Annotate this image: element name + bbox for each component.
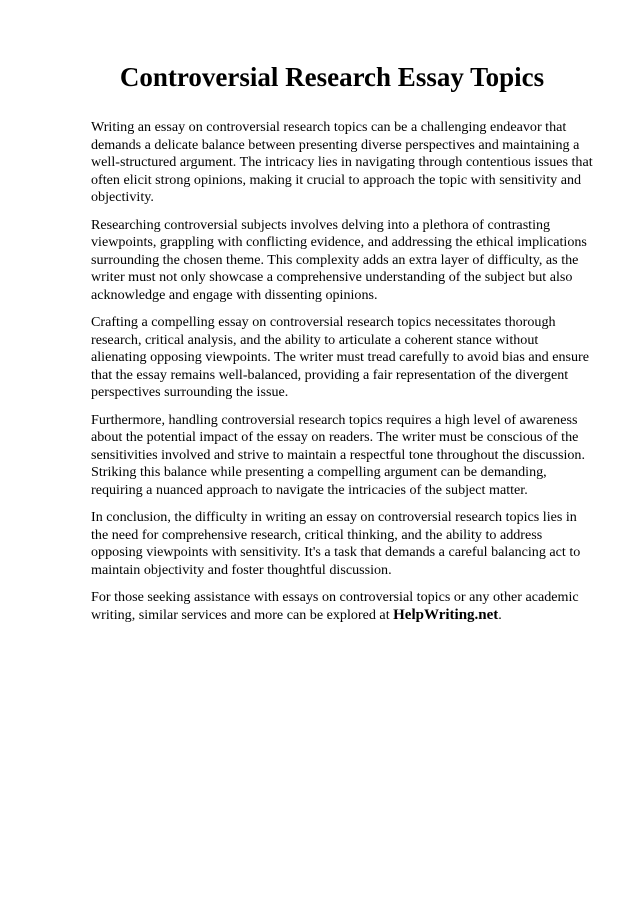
paragraph-1: Writing an essay on controversial research topics can be a challenging endeavor that demands a delicate balance between presenting diverse perspectives and maintaining a well-structured argument. The intricacy lies in navigating through contentious issues that often elicit strong opinions, making it crucial to approach the topic with sensitivity and objectivity.: [91, 119, 593, 205]
paragraph-3: Crafting a compelling essay on controversial research topics necessitates thorough research, critical analysis, and the ability to articulate a coherent stance without alienating opposing viewpoints. The writer must tread carefully to avoid bias and ensure that the essay remains well-balanced, providing a fair representation of the divergent perspectives surrounding the issue.: [91, 314, 589, 400]
closing-period: .: [498, 606, 502, 623]
page-title: Controversial Research Essay Topics: [119, 62, 545, 92]
closing-paragraph: [91, 589, 597, 624]
paragraph-2: Researching controversial subjects involves delving into a plethora of contrasting viewpoints, grappling with conflicting evidence, and addressing the ethical implications surrounding the chosen theme. This complexity adds an extra layer of difficulty, as the writer must not only showcase a comprehensive understanding of the subject but also acknowledge and engage with dissenting opinions.: [91, 216, 587, 303]
paragraph-4: Furthermore, handling controversial research topics requires a high level of awareness about the potential impact of the essay on readers. The writer must be conscious of the sensitivities involved and strive to maintain a respectful tone throughout the discussion. Striking this balance while presenting a compelling argument can be demanding, requiring a nuanced approach to navigate the intricacies of the subject matter.: [91, 411, 585, 498]
closing-text: For those seeking assistance with essays on controversial topics or any other academic writing, similar services and more can be explored at: [91, 589, 579, 623]
paragraph-5: In conclusion, the difficulty in writing an essay on controversial research topics lies in the need for comprehensive research, critical thinking, and the ability to address opposing viewpoints with sensitivity. It's a task that demands a careful balancing act to maintain objectivity and foster thoughtful discussion.: [91, 509, 581, 578]
helpwriting-link[interactable]: HelpWriting.net: [393, 606, 499, 623]
document-body: [91, 119, 597, 634]
